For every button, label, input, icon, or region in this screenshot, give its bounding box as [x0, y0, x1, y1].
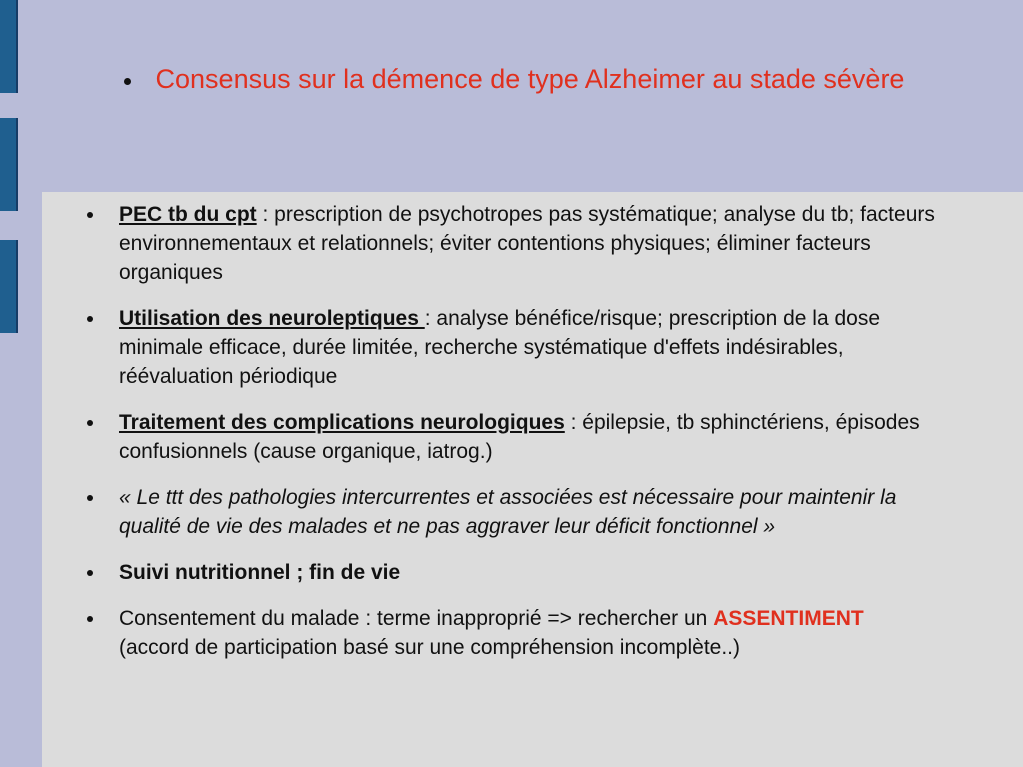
item-bold-text: Suivi nutritionnel ; fin de vie: [119, 561, 401, 584]
slide-title: Consensus sur la démence de type Alzheimer au stade sévère: [155, 64, 905, 94]
bullet-icon: [87, 212, 93, 218]
item-heading: Traitement des complications neurologiques: [119, 411, 565, 434]
list-item: [78, 604, 938, 662]
side-bar-decoration: [0, 0, 18, 93]
side-bar-decoration: [0, 118, 18, 211]
bullet-icon: [87, 616, 93, 622]
list-item: [78, 304, 938, 391]
item-text: : analyse bénéfice/risque; prescription de la dose minimale efficace, durée limitée, recherche systématique d'effets indésirables, réévaluation périodique: [119, 307, 880, 388]
list-item: [78, 408, 938, 466]
item-text: (accord de participation basé sur une compréhension incomplète..): [119, 636, 741, 659]
bullet-icon: [87, 316, 93, 322]
bullet-icon: [87, 420, 93, 426]
list-item: [78, 558, 938, 587]
side-bar-decoration: [0, 240, 18, 333]
item-heading: Utilisation des neuroleptiques: [119, 307, 425, 330]
slide-title-area: [120, 62, 940, 96]
bullet-icon: [87, 495, 93, 501]
item-text: : prescription de psychotropes pas systématique; analyse du tb; facteurs environnementaux et relationnels; éviter contentions physiques; éliminer facteurs organiques: [119, 203, 935, 284]
bullet-list: [78, 200, 938, 679]
list-item: [78, 483, 938, 541]
item-heading: PEC tb du cpt: [119, 203, 257, 226]
item-highlight: ASSENTIMENT: [713, 607, 864, 630]
item-text: Consentement du malade : terme inapproprié => rechercher un: [119, 607, 714, 630]
bullet-icon: [124, 78, 131, 85]
item-quote: « Le ttt des pathologies intercurrentes et associées est nécessaire pour maintenir la qualité de vie des malades et ne pas aggraver leur déficit fonctionnel »: [119, 486, 897, 538]
list-item: [78, 200, 938, 287]
item-text: : épilepsie, tb sphinctériens, épisodes confusionnels (cause organique, iatrog.): [119, 411, 920, 463]
bullet-icon: [87, 570, 93, 576]
